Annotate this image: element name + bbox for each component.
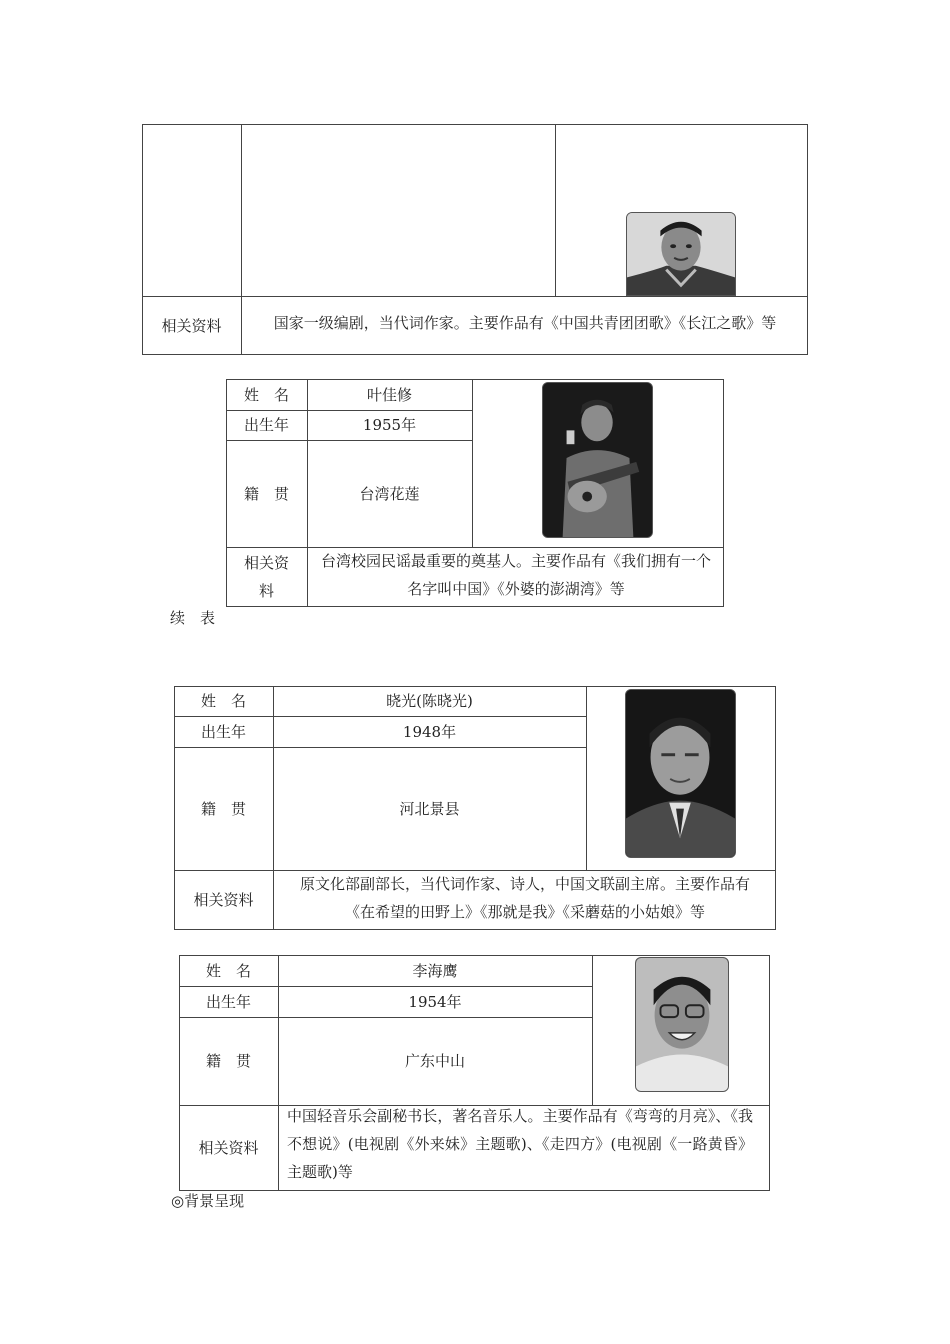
related-label: 相关资料 bbox=[198, 1139, 259, 1157]
continued-label: 续 表 bbox=[170, 609, 216, 627]
portrait-photo-table1 bbox=[626, 212, 736, 296]
related-label: 相关资料 bbox=[193, 891, 254, 909]
related-text: 中国轻音乐会副秘书长，著名音乐人。主要作品有《弯弯的月亮》、《我不想说》(电视剧《外来妹》主题歌)、《走四方》(电视剧《一路黄昏》主题歌)等 bbox=[287, 1107, 753, 1181]
name-value: 李海鹰 bbox=[412, 961, 458, 980]
table-3-divider bbox=[586, 686, 587, 870]
portrait-photo-ye-jiaxiu bbox=[542, 382, 653, 538]
name-label: 姓 名 bbox=[205, 961, 251, 980]
related-text: 原文化部副部长，当代词作家、诗人，中国文联副主席。主要作品有《在希望的田野上》《那就是我》《采蘑菇的小姑娘》等 bbox=[299, 875, 750, 921]
birth-label: 出生年 bbox=[200, 722, 246, 741]
birth-label: 出生年 bbox=[205, 992, 251, 1011]
table-2-divider bbox=[472, 379, 473, 547]
table-1-related-text: 国家一级编剧，当代词作家。主要作品有《中国共青团团歌》《长江之歌》等 bbox=[273, 313, 777, 332]
portrait-photo-li-haiying bbox=[635, 957, 729, 1092]
table-1-divider bbox=[555, 124, 556, 296]
table-4-divider bbox=[592, 955, 593, 1105]
portrait-photo-xiaoguang bbox=[625, 689, 736, 858]
origin-value: 台湾花莲 bbox=[359, 484, 420, 503]
related-text: 台湾校园民谣最重要的奠基人。主要作品有《我们拥有一个名字叫中国》《外婆的澎湖湾》等 bbox=[320, 552, 711, 598]
background-heading: ◎背景呈现 bbox=[171, 1192, 245, 1210]
name-label: 姓 名 bbox=[243, 385, 289, 404]
name-value: 叶佳修 bbox=[366, 385, 412, 404]
origin-label: 籍 贯 bbox=[200, 799, 246, 818]
origin-label: 籍 贯 bbox=[205, 1052, 251, 1070]
origin-label: 籍 贯 bbox=[243, 484, 289, 503]
birth-value: 1954年 bbox=[408, 992, 462, 1011]
birth-value: 1948年 bbox=[402, 722, 457, 741]
name-value: 晓光(陈晓光) bbox=[386, 692, 473, 710]
origin-value: 广东中山 bbox=[404, 1052, 465, 1070]
birth-value: 1955年 bbox=[362, 416, 417, 434]
table-1-related-label: 相关资料 bbox=[161, 316, 222, 335]
origin-value: 河北景县 bbox=[399, 799, 460, 818]
related-label: 相关资料 bbox=[243, 554, 289, 600]
table-1-divider bbox=[241, 124, 242, 355]
birth-label: 出生年 bbox=[243, 416, 289, 434]
name-label: 姓 名 bbox=[200, 692, 246, 710]
